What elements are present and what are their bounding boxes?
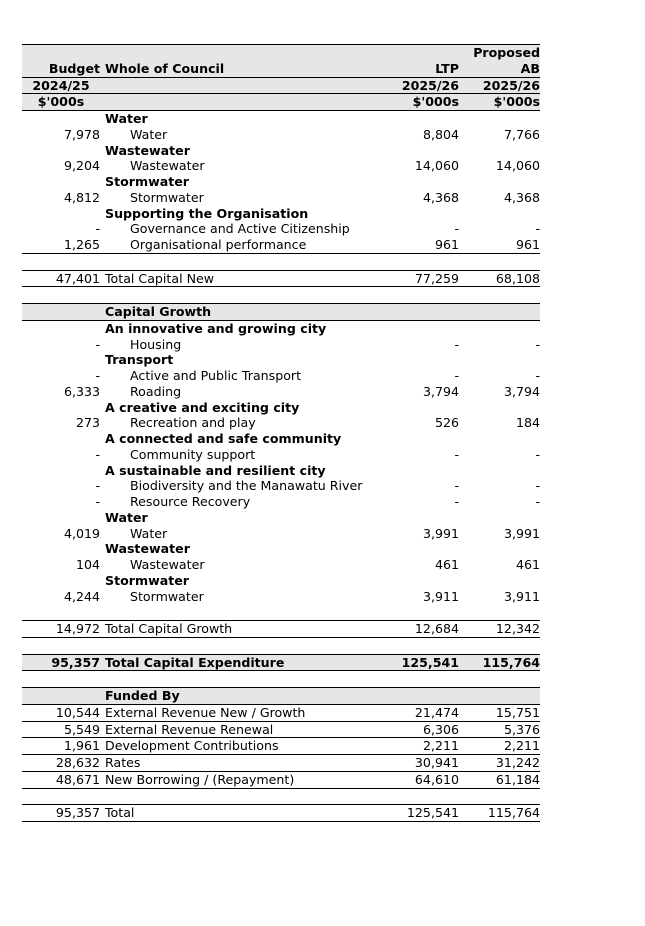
group-row <box>22 431 540 447</box>
item-row-label: Stormwater <box>130 588 204 604</box>
item-row-ab: 7,766 <box>503 126 540 142</box>
funding-row-label: New Borrowing / (Repayment) <box>103 771 399 788</box>
group-row <box>22 174 540 190</box>
group-row-label: Wastewater <box>105 142 190 158</box>
item-row-ab: - <box>535 478 540 494</box>
spacer-cell <box>22 253 103 270</box>
item-row <box>22 237 540 253</box>
group-row-label: Stormwater <box>105 174 189 189</box>
funding-row-budget: 1,961 <box>22 738 103 755</box>
capital-expenditure-table <box>22 44 540 822</box>
spacer-cell <box>459 671 540 688</box>
group-row-label: Supporting the Organisation <box>105 205 309 221</box>
group-row-ab <box>459 320 540 336</box>
funding-row-ltp: 21,474 <box>399 704 459 721</box>
group-row-ltp <box>399 510 459 526</box>
funding-row-ab: 15,751 <box>459 704 540 721</box>
funding-row <box>22 704 540 721</box>
funding-row <box>22 721 540 738</box>
item-row-label: Wastewater <box>130 158 205 174</box>
item-row <box>22 337 540 353</box>
group-row-ab <box>459 111 540 127</box>
group-row-label: Wastewater <box>105 541 190 557</box>
funding-row-label: External Revenue New / Growth <box>103 704 399 721</box>
item-row-ab: - <box>535 221 540 237</box>
funding-row-ltp: 6,306 <box>399 721 459 738</box>
header-year-budget: 2024/25 <box>22 77 103 94</box>
header-unit-ltp: $'000s <box>399 94 459 111</box>
group-row-label: A creative and exciting city <box>105 399 300 415</box>
funding-row-budget: 5,549 <box>22 721 103 738</box>
total-capital-new-row-ab: 68,108 <box>459 270 540 287</box>
item-row-ltp: - <box>454 336 459 352</box>
item-row-ab: 3,991 <box>503 525 540 541</box>
item-row-ltp: 461 <box>434 557 459 572</box>
group-row-budget <box>22 541 103 557</box>
item-row-ltp: 3,991 <box>422 525 459 541</box>
group-row <box>22 320 540 336</box>
item-row-ltp: 961 <box>399 237 459 253</box>
spacer-cell <box>459 253 540 270</box>
group-row-budget <box>22 111 103 127</box>
item-row-budget: 273 <box>75 415 100 431</box>
item-row <box>22 415 540 431</box>
group-row-label: Stormwater <box>105 572 189 588</box>
funding-row <box>22 738 540 755</box>
item-row-label: Biodiversity and the Manawatu River <box>130 478 363 494</box>
total-capital-expenditure-row-budget: 95,357 <box>22 654 103 671</box>
group-row-budget <box>22 510 103 526</box>
item-row-ab: 4,368 <box>503 189 540 205</box>
group-row <box>22 541 540 557</box>
total-capital-growth-row <box>22 621 540 638</box>
group-row-ab <box>459 541 540 557</box>
spacer-cell <box>459 604 540 620</box>
item-row-label: Active and Public Transport <box>130 368 302 383</box>
total-capital-new-row <box>22 270 540 287</box>
header-ltp: LTP <box>399 61 459 77</box>
group-row-ltp <box>399 463 459 479</box>
spacer-cell <box>459 287 540 304</box>
group-row-budget <box>22 143 103 159</box>
total-capital-expenditure-row <box>22 654 540 671</box>
group-row-budget <box>22 463 103 479</box>
total-capital-growth-row-ltp: 12,684 <box>399 621 459 638</box>
funding-row-budget: 48,671 <box>22 771 103 788</box>
group-row-label: A sustainable and resilient city <box>105 462 326 478</box>
section-cell <box>459 688 540 705</box>
header-year-ltp: 2025/26 <box>399 77 459 94</box>
spacer-cell <box>103 253 399 270</box>
group-row-label: Water <box>105 111 148 126</box>
group-row-ab <box>459 573 540 589</box>
item-row-label: Resource Recovery <box>130 494 251 509</box>
group-row-budget <box>22 573 103 589</box>
item-row-budget: - <box>95 446 100 462</box>
item-row <box>22 589 540 605</box>
group-row <box>22 573 540 589</box>
group-row-ab <box>459 510 540 526</box>
spacer-cell <box>22 671 103 688</box>
spacer-cell <box>22 788 103 805</box>
group-row-ltp <box>399 573 459 589</box>
total-capital-new-row-label: Total Capital New <box>103 270 399 287</box>
header-year-ab: 2025/26 <box>459 77 540 94</box>
spacer-cell <box>103 788 399 805</box>
item-row-ltp: 3,794 <box>422 383 459 399</box>
item-row-ab: - <box>535 336 540 352</box>
item-row-label: Water <box>130 525 168 541</box>
item-row-label: Recreation and play <box>130 415 256 431</box>
group-row-label: An innovative and growing city <box>105 320 327 336</box>
item-row <box>22 526 540 542</box>
funding-row-ab: 31,242 <box>459 755 540 772</box>
item-row-label: Governance and Active Citizenship <box>130 221 350 237</box>
header-budget: Budget <box>22 61 103 77</box>
item-row-label: Organisational performance <box>103 237 399 253</box>
item-row-ab: 3,911 <box>503 588 540 604</box>
item-row-label: Wastewater <box>130 557 205 572</box>
item-row-label: Housing <box>130 336 182 352</box>
group-row <box>22 143 540 159</box>
spacer-cell <box>399 671 459 688</box>
item-row-ltp: - <box>454 478 459 494</box>
header-unit-ab: $'000s <box>459 94 540 111</box>
total-capital-new-row-budget: 47,401 <box>22 270 103 287</box>
group-row <box>22 400 540 416</box>
funded-by-header <box>22 688 540 705</box>
group-row-ab <box>459 174 540 190</box>
item-row-ab: 461 <box>515 557 540 572</box>
header-row-4 <box>22 94 540 111</box>
item-row-ab: 3,794 <box>503 383 540 399</box>
header-unit-budget: $'000s <box>22 94 103 111</box>
item-row-budget: 1,265 <box>22 237 103 253</box>
funding-row-budget: 28,632 <box>22 755 103 772</box>
spacer-cell <box>399 604 459 620</box>
item-row-ab: 961 <box>459 237 540 253</box>
group-row-ab <box>459 400 540 416</box>
item-row-ltp: - <box>454 494 459 509</box>
total-funded-row-budget: 95,357 <box>22 805 103 822</box>
group-row-ab <box>459 206 540 222</box>
item-row <box>22 478 540 494</box>
total-capital-expenditure-row-label: Total Capital Expenditure <box>103 654 399 671</box>
spacer-cell <box>459 788 540 805</box>
spacer-cell <box>103 671 399 688</box>
group-row-budget <box>22 206 103 222</box>
funding-row-ltp: 64,610 <box>399 771 459 788</box>
group-row-ltp <box>399 431 459 447</box>
group-row-budget <box>22 174 103 190</box>
item-row-ab: 14,060 <box>495 158 540 174</box>
spacer-cell <box>22 637 103 654</box>
section-cell <box>22 688 103 705</box>
group-row-ab <box>459 352 540 368</box>
item-row <box>22 221 540 237</box>
section-cell <box>459 304 540 321</box>
header-cell <box>103 94 399 111</box>
item-row-budget: 4,019 <box>63 525 100 541</box>
group-row-label: Water <box>105 509 148 525</box>
section-cell <box>399 304 459 321</box>
section-cell <box>399 688 459 705</box>
group-row <box>22 352 540 368</box>
total-funded-row-label: Total <box>103 805 399 822</box>
spacer-cell <box>103 604 399 620</box>
spacer-row <box>22 604 540 620</box>
group-row-ab <box>459 463 540 479</box>
item-row-ltp: - <box>454 446 459 462</box>
total-capital-growth-row-ab: 12,342 <box>459 621 540 638</box>
group-row <box>22 463 540 479</box>
header-cell <box>22 45 103 61</box>
group-row-budget <box>22 320 103 336</box>
total-capital-expenditure-row-ltp: 125,541 <box>399 654 459 671</box>
group-row-budget <box>22 400 103 416</box>
total-funded-row <box>22 805 540 822</box>
total-capital-growth-row-label: Total Capital Growth <box>103 621 399 638</box>
item-row-ltp: 14,060 <box>414 158 459 174</box>
item-row <box>22 158 540 174</box>
spacer-cell <box>399 253 459 270</box>
header-row-1 <box>22 45 540 61</box>
header-cell <box>103 77 399 94</box>
funding-row-label: Development Contributions <box>103 738 399 755</box>
item-row-label: Roading <box>130 383 182 399</box>
item-row <box>22 190 540 206</box>
spacer-cell <box>103 637 399 654</box>
funding-row-ltp: 30,941 <box>399 755 459 772</box>
group-row-ltp <box>399 400 459 416</box>
total-capital-expenditure-row-ab: 115,764 <box>459 654 540 671</box>
item-row-budget: 104 <box>75 557 100 572</box>
group-row-ab <box>459 431 540 447</box>
item-row-label: Water <box>130 126 168 142</box>
item-row <box>22 127 540 143</box>
item-row-label: Stormwater <box>130 189 204 205</box>
item-row-budget: - <box>95 336 100 352</box>
item-row-budget: 6,333 <box>63 383 100 399</box>
item-row-ltp: - <box>454 368 459 383</box>
capital-growth-header <box>22 304 540 321</box>
item-row-budget: 4,812 <box>63 189 100 205</box>
group-row-ltp <box>399 174 459 190</box>
header-cell <box>399 45 459 61</box>
item-row-ltp: 526 <box>434 415 459 431</box>
funding-row-budget: 10,544 <box>22 704 103 721</box>
spacer-cell <box>399 637 459 654</box>
spacer-cell <box>399 788 459 805</box>
group-row-ltp <box>399 111 459 127</box>
spacer-row <box>22 253 540 270</box>
item-row <box>22 368 540 384</box>
spacer-row <box>22 637 540 654</box>
header-ab: AB <box>459 61 540 77</box>
header-cell <box>103 45 399 61</box>
spacer-cell <box>22 604 103 620</box>
item-row <box>22 447 540 463</box>
item-row-ab: - <box>535 368 540 383</box>
item-row-budget: 7,978 <box>63 126 100 142</box>
group-row <box>22 206 540 222</box>
item-row <box>22 494 540 510</box>
spacer-cell <box>459 637 540 654</box>
group-row-ltp <box>399 206 459 222</box>
funding-row-ltp: 2,211 <box>399 738 459 755</box>
spacer-row <box>22 671 540 688</box>
funding-row-label: External Revenue Renewal <box>103 721 399 738</box>
total-funded-row-ab: 115,764 <box>459 805 540 822</box>
total-capital-new-row-ltp: 77,259 <box>399 270 459 287</box>
funding-row <box>22 755 540 772</box>
item-row <box>22 384 540 400</box>
group-row-label: A connected and safe community <box>105 431 342 446</box>
group-row-ltp <box>399 352 459 368</box>
item-row-ab: 184 <box>515 415 540 431</box>
item-row-ltp: 8,804 <box>422 126 459 142</box>
item-row-ab: - <box>535 446 540 462</box>
item-row-budget: - <box>95 368 100 383</box>
funded-by-header-label: Funded By <box>103 688 399 705</box>
header-proposed: Proposed <box>459 45 540 61</box>
funding-row-label: Rates <box>103 755 399 772</box>
group-row <box>22 510 540 526</box>
group-row <box>22 111 540 127</box>
spacer-row <box>22 788 540 805</box>
funding-row <box>22 771 540 788</box>
item-row-budget: 9,204 <box>63 158 100 174</box>
item-row-label: Community support <box>130 446 256 462</box>
item-row-budget: - <box>95 494 100 509</box>
group-row-ltp <box>399 320 459 336</box>
item-row-budget: 4,244 <box>63 588 100 604</box>
item-row <box>22 557 540 573</box>
header-row-3 <box>22 77 540 94</box>
total-funded-row-ltp: 125,541 <box>399 805 459 822</box>
group-row-ltp <box>399 541 459 557</box>
table-body <box>22 45 540 822</box>
item-row-ab: - <box>535 494 540 509</box>
group-row-budget <box>22 431 103 447</box>
spacer-row <box>22 287 540 304</box>
group-row-budget <box>22 352 103 368</box>
section-cell <box>22 304 103 321</box>
item-row-budget: - <box>95 478 100 494</box>
item-row-ltp: 3,911 <box>422 588 459 604</box>
total-capital-growth-row-budget: 14,972 <box>22 621 103 638</box>
item-row-ltp: - <box>454 221 459 237</box>
header-row-2 <box>22 61 540 77</box>
funding-row-ab: 61,184 <box>459 771 540 788</box>
item-row-ltp: 4,368 <box>422 189 459 205</box>
spacer-cell <box>399 287 459 304</box>
funding-row-ab: 2,211 <box>459 738 540 755</box>
capital-growth-header-label: Capital Growth <box>103 304 399 321</box>
item-row-budget: - <box>95 221 100 237</box>
group-row-ab <box>459 143 540 159</box>
spacer-cell <box>22 287 103 304</box>
group-row-label: Transport <box>105 352 174 368</box>
header-title: Whole of Council <box>103 61 399 77</box>
group-row-ltp <box>399 143 459 159</box>
spacer-cell <box>103 287 399 304</box>
funding-row-ab: 5,376 <box>459 721 540 738</box>
